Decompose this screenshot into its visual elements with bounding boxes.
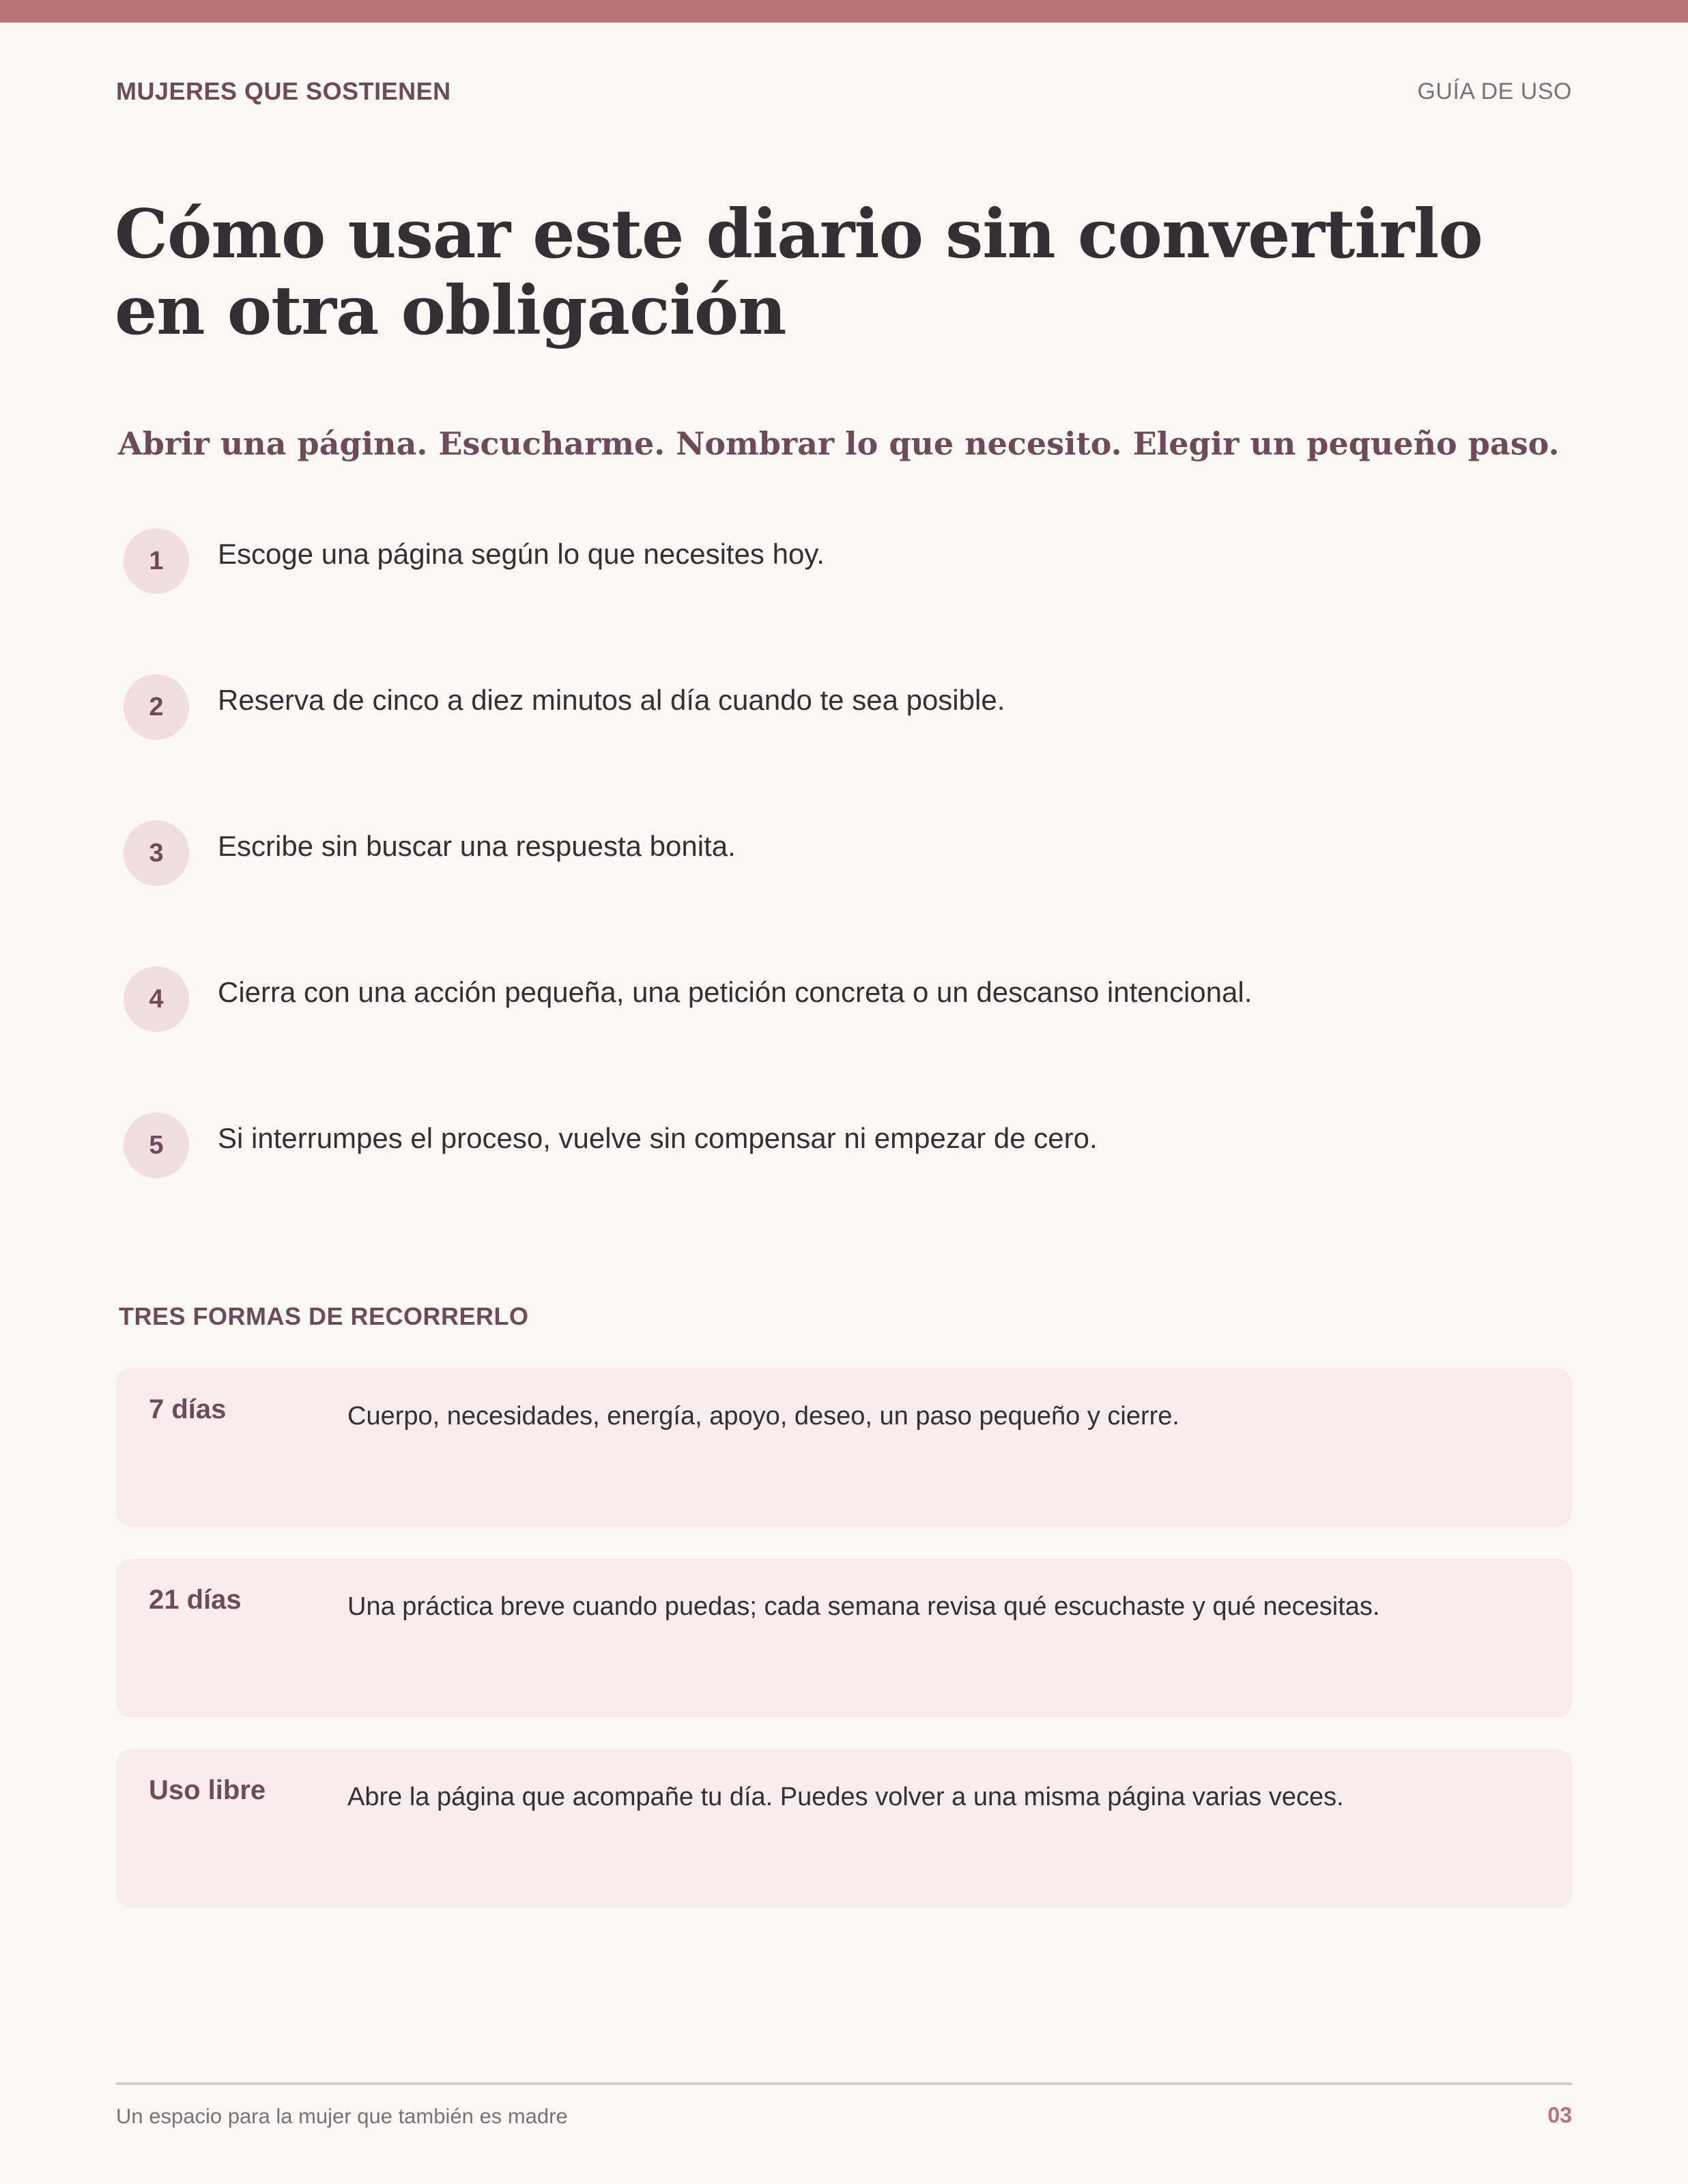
ways-list <box>116 1368 1572 1940</box>
way-card-uso-libre <box>116 1749 1572 1908</box>
step-number-badge: 4 <box>124 966 189 1032</box>
way-description: Cuerpo, necesidades, energía, apoyo, deseo, un paso pequeño y cierre. <box>347 1402 1179 1431</box>
page-number: 03 <box>1547 2103 1572 2127</box>
step-number-badge: 3 <box>124 820 189 886</box>
step-number-badge: 2 <box>124 674 189 740</box>
step-text: Escoge una página según lo que necesites hoy. <box>218 538 825 570</box>
brand-name: MUJERES QUE SOSTIENEN <box>116 77 451 105</box>
ways-heading: TRES FORMAS DE RECORRERLO <box>119 1302 529 1330</box>
step-item <box>124 966 1557 1112</box>
step-text: Reserva de cinco a diez minutos al día cuando te sea posible. <box>218 684 1005 716</box>
top-accent-bar <box>0 0 1688 23</box>
way-description: Una práctica breve cuando puedas; cada semana revisa qué escuchaste y qué necesitas. <box>347 1592 1380 1621</box>
step-item <box>124 674 1557 820</box>
step-text: Escribe sin buscar una respuesta bonita. <box>218 830 736 862</box>
way-description: Abre la página que acompañe tu día. Puedes volver a una misma página varias veces. <box>347 1783 1344 1811</box>
page-subtitle: Abrir una página. Escucharme. Nombrar lo que necesito. Elegir un pequeño paso. <box>118 425 1560 462</box>
page-title: Cómo usar este diario sin convertirlo en otra obligación <box>115 195 1483 350</box>
step-text: Cierra con una acción pequeña, una petición concreta o un descanso intencional. <box>218 976 1253 1008</box>
step-item <box>124 528 1557 674</box>
step-item <box>124 1112 1557 1259</box>
footer-tagline: Un espacio para la mujer que también es madre <box>116 2104 568 2128</box>
way-card-7-dias <box>116 1368 1572 1527</box>
step-text: Si interrumpes el proceso, vuelve sin compensar ni empezar de cero. <box>218 1122 1098 1154</box>
way-label: 7 días <box>149 1394 227 1424</box>
section-label: GUÍA DE USO <box>1417 78 1572 104</box>
footer-divider <box>116 2082 1572 2085</box>
step-number-badge: 1 <box>124 528 189 594</box>
way-label: Uso libre <box>149 1775 266 1805</box>
step-item <box>124 820 1557 966</box>
way-label: 21 días <box>149 1585 242 1615</box>
steps-list <box>124 528 1557 1259</box>
way-card-21-dias <box>116 1559 1572 1717</box>
step-number-badge: 5 <box>124 1112 189 1178</box>
